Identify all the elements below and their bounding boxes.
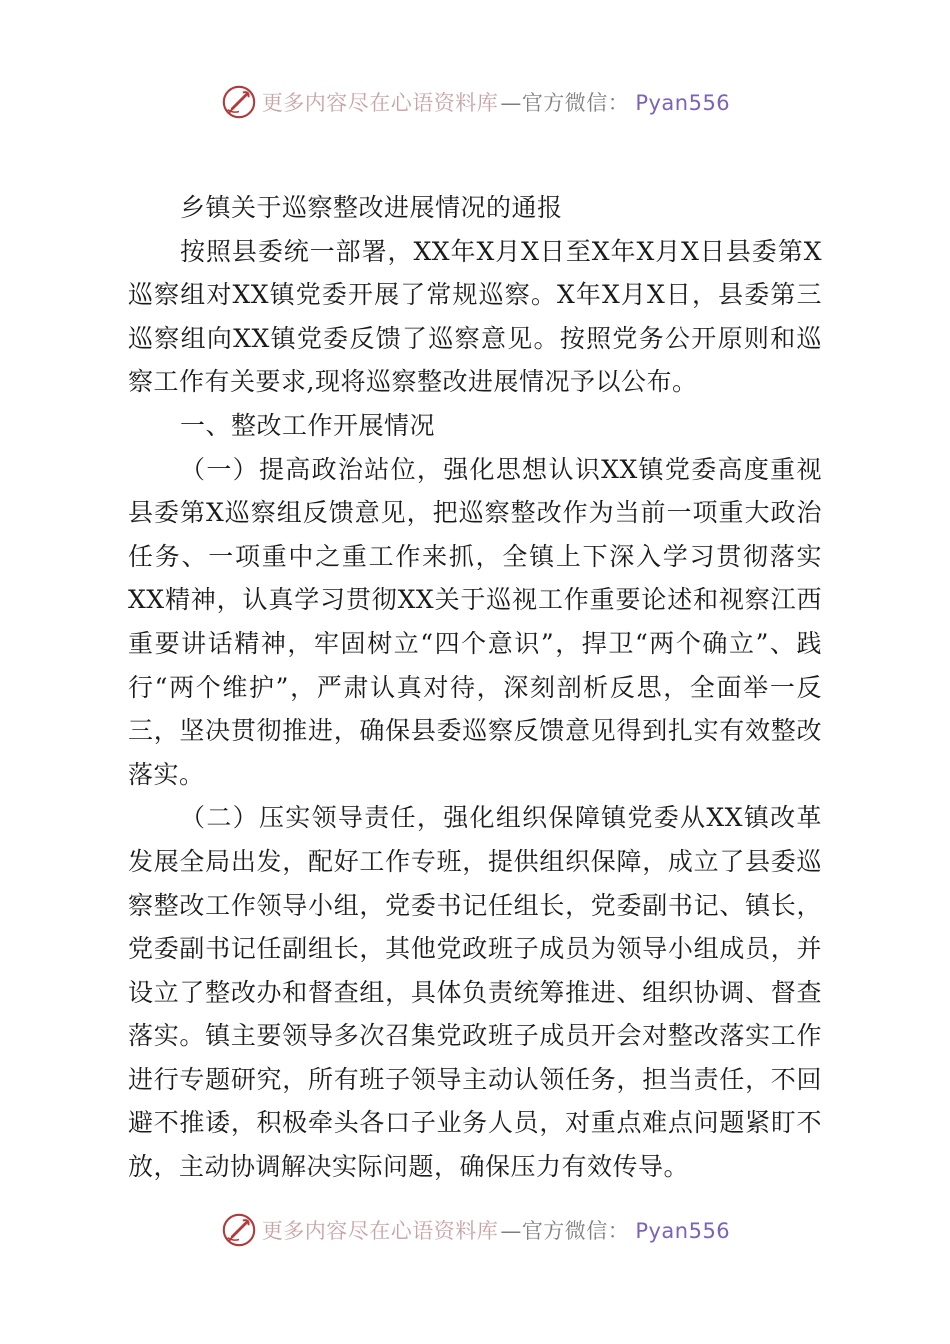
paragraph-item-2: （二）压实领导责任，强化组织保障镇党委从XX镇改革发展全局出发，配好工作专班，提供组织保障，成立了县委巡察整改工作领导小组，党委书记任组长，党委副书记、镇长，党委副书记任副组长，其他党政班子成员为领导小组成员，并设立了整改办和督查组，具体负责统筹推进、组织协调、督查落实。镇主要领导多次召集党政班子成员开会对整改落实工作进行专题研究，所有班子领导主动认领任务，担当责任，不回避不推诿，积极牵头各口子业务人员，对重点难点问题紧盯不放，主动协调解决实际问题，确保压力有效传导。 (128, 803, 822, 1182)
footer-banner-cn: 更多内容尽在心语资料库 (261, 1219, 499, 1243)
pen-logo-icon (220, 1211, 258, 1249)
document-body (128, 186, 822, 1189)
section-heading: 一、整改工作开展情况 (180, 410, 436, 440)
pen-logo-icon (220, 83, 258, 121)
footer-banner-text (262, 1215, 730, 1245)
footer-watermark-banner (0, 1208, 950, 1252)
document-title: 乡镇关于巡察整改进展情况的通报 (180, 193, 563, 222)
header-banner-cn: 更多内容尽在心语资料库 (261, 91, 499, 115)
footer-banner-official: —官方微信： (500, 1219, 630, 1243)
header-banner-text (262, 87, 730, 117)
header-banner-id: Pyan556 (635, 91, 731, 115)
footer-banner-id: Pyan556 (635, 1219, 731, 1243)
paragraph-intro: 按照县委统一部署，XX年X月X日至X年X月X日县委第X巡察组对XX镇党委开展了常规巡察。X年X月X日，县委第三巡察组向XX镇党委反馈了巡察意见。按照党务公开原则和巡察工作有关要求,现将巡察整改进展情况予以公布。 (128, 236, 822, 397)
paragraph-item-1: （一）提高政治站位，强化思想认识XX镇党委高度重视县委第X巡察组反馈意见，把巡察整改作为当前一项重大政治任务、一项重中之重工作来抓，全镇上下深入学习贯彻落实XX精神，认真学习贯彻XX关于巡视工作重要论述和视察江西重要讲话精神，牢固树立“四个意识”，捍卫“两个确立”、践行“两个维护”，严肃认真对待，深刻剖析反思，全面举一反三，坚决贯彻推进，确保县委巡察反馈意见得到扎实有效整改落实。 (128, 454, 822, 789)
header-banner-official: —官方微信： (500, 91, 630, 115)
header-watermark-banner (0, 80, 950, 124)
